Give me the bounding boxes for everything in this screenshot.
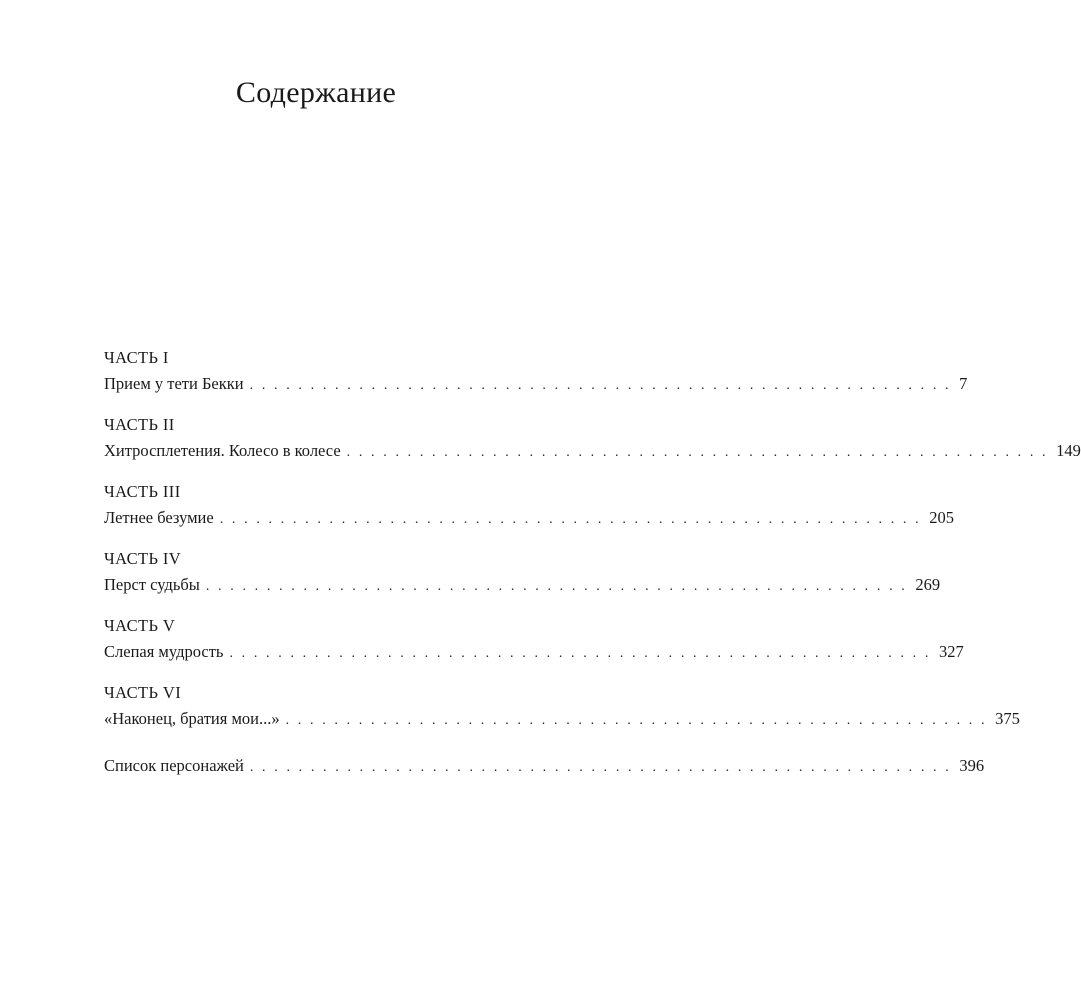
entry-title: Летнее безумие [104,508,214,527]
part-label: ЧАСТЬ V [104,616,176,635]
toc-part-2 [104,412,1081,464]
toc-part-1 [104,345,968,397]
toc-entry [104,706,1020,732]
toc-part-6 [104,680,1020,732]
part-label: ЧАСТЬ I [104,348,169,367]
entry-title: Список персонажей [104,756,244,775]
part-label: ЧАСТЬ II [104,415,175,434]
dot-leader: . . . . . . . . . . . . . . . . . . . . . . . . . . . . . . . . . . . . . . . . . . . . . . . . . . . . . . . . . . [229,646,931,661]
dot-leader: . . . . . . . . . . . . . . . . . . . . . . . . . . . . . . . . . . . . . . . . . . . . . . . . . . . . . . . . . . [346,445,1049,460]
part-label: ЧАСТЬ IV [104,549,182,568]
entry-title: Перст судьбы [104,575,200,594]
entry-page-number: 375 [995,709,1020,728]
dot-leader: . . . . . . . . . . . . . . . . . . . . . . . . . . . . . . . . . . . . . . . . . . . . . . . . . . . . . . . . . . [219,512,922,527]
entry-page-number: 7 [959,374,968,393]
toc-entry [104,371,968,397]
entry-page-number: 149 [1056,441,1081,460]
toc-entry [104,438,1081,464]
toc-entry [104,505,954,531]
entry-page-number: 205 [929,508,954,527]
dot-leader: . . . . . . . . . . . . . . . . . . . . . . . . . . . . . . . . . . . . . . . . . . . . . . . . . . . . . . . . . . [249,760,952,775]
toc-entry [104,639,964,665]
toc-entry-appendix [104,753,985,779]
page-title: Содержание [235,76,397,109]
table-of-contents [104,345,1081,779]
entry-page-number: 269 [915,575,941,594]
entry-page-number: 327 [938,642,964,661]
toc-part-4 [104,546,941,598]
toc-part-5 [104,613,964,665]
dot-leader: . . . . . . . . . . . . . . . . . . . . . . . . . . . . . . . . . . . . . . . . . . . . . . . . . . . . . . . . . . [249,378,952,393]
entry-title: Слепая мудрость [104,642,224,661]
entry-page-number: 396 [959,756,985,775]
entry-title: Хитросплетения. Колесо в колесе [104,441,341,460]
entry-title: «Наконец, братия мои...» [104,709,280,728]
part-label: ЧАСТЬ III [104,482,181,501]
part-label: ЧАСТЬ VI [104,683,182,702]
dot-leader: . . . . . . . . . . . . . . . . . . . . . . . . . . . . . . . . . . . . . . . . . . . . . . . . . . . . . . . . . . [285,713,988,728]
dot-leader: . . . . . . . . . . . . . . . . . . . . . . . . . . . . . . . . . . . . . . . . . . . . . . . . . . . . . . . . . . [205,579,908,594]
toc-entry [104,572,941,598]
entry-title: Прием у тети Бекки [104,374,244,393]
toc-part-3 [104,479,954,531]
